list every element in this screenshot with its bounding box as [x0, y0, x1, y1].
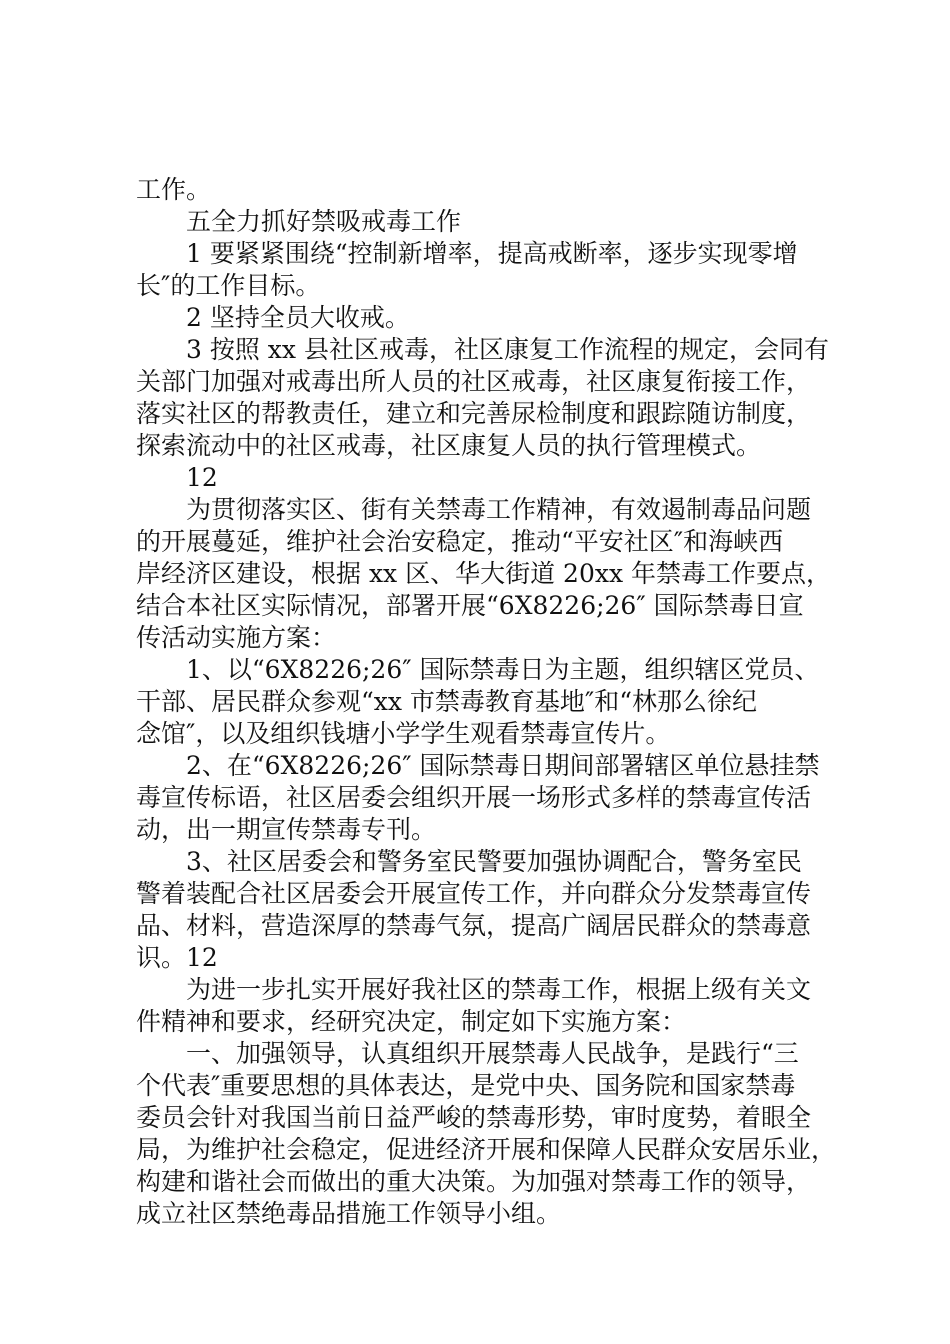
text-line: 委员会针对我国当前日益严峻的禁毒形势，审时度势，着眼全: [136, 1103, 812, 1132]
text-line: 工作。: [136, 175, 212, 204]
section-heading: 五全力抓好禁吸戒毒工作: [186, 207, 462, 236]
text-line: 毒宣传标语，社区居委会组织开展一场形式多样的禁毒宣传活: [136, 783, 812, 812]
text-line: 构建和谐社会而做出的重大决策。为加强对禁毒工作的领导，: [136, 1167, 812, 1196]
text-line: 一、加强领导，认真组织开展禁毒人民战争，是践行“三: [186, 1039, 799, 1068]
text-line: 12: [186, 463, 218, 492]
text-line: 1、以“6X8226;26″ 国际禁毒日为主题，组织辖区党员、: [186, 655, 820, 684]
text-line: 动，出一期宣传禁毒专刊。: [136, 815, 437, 844]
text-line: 念馆″，以及组织钱塘小学学生观看禁毒宣传片。: [136, 719, 671, 748]
text-line: 2 坚持全员大收戒。: [186, 303, 410, 332]
text-line: 为进一步扎实开展好我社区的禁毒工作，根据上级有关文: [186, 975, 812, 1004]
text-line: 岸经济区建设，根据 xx 区、华大街道 20xx 年禁毒工作要点，: [136, 559, 831, 588]
text-line: 识。12: [136, 943, 218, 972]
text-line: 局，为维护社会稳定，促进经济开展和保障人民群众安居乐业，: [136, 1135, 837, 1164]
text-line: 品、材料，营造深厚的禁毒气氛，提高广阔居民群众的禁毒意: [136, 911, 812, 940]
text-line: 探索流动中的社区戒毒，社区康复人员的执行管理模式。: [136, 431, 762, 460]
text-line: 为贯彻落实区、街有关禁毒工作精神，有效遏制毒品问题: [186, 495, 812, 524]
text-line: 干部、居民群众参观“xx 市禁毒教育基地″和“林那么徐纪: [136, 687, 758, 716]
text-line: 3、社区居委会和警务室民警要加强协调配合，警务室民: [186, 847, 802, 876]
text-line: 3 按照 xx 县社区戒毒，社区康复工作流程的规定，会同有: [186, 335, 829, 364]
text-line: 落实社区的帮教责任，建立和完善尿检制度和跟踪随访制度，: [136, 399, 812, 428]
text-line: 长″的工作目标。: [136, 271, 321, 300]
text-line: 成立社区禁绝毒品措施工作领导小组。: [136, 1199, 562, 1228]
text-line: 关部门加强对戒毒出所人员的社区戒毒，社区康复衔接工作，: [136, 367, 812, 396]
text-line: 的开展蔓延，维护社会治安稳定，推动“平安社区″和海峡西: [136, 527, 784, 556]
text-line: 1 要紧紧围绕“控制新增率，提高戒断率，逐步实现零增: [186, 239, 798, 268]
text-line: 件精神和要求，经研究决定，制定如下实施方案：: [136, 1007, 687, 1036]
text-line: 警着装配合社区居委会开展宣传工作，并向群众分发禁毒宣传: [136, 879, 812, 908]
text-line: 2、在“6X8226;26″ 国际禁毒日期间部署辖区单位悬挂禁: [186, 751, 820, 780]
text-line: 个代表″重要思想的具体表达，是党中央、国务院和国家禁毒: [136, 1071, 796, 1100]
document-body: [136, 174, 837, 1230]
text-line: 传活动实施方案：: [136, 623, 337, 652]
text-line: 结合本社区实际情况，部署开展“6X8226;26″ 国际禁毒日宣: [136, 591, 804, 620]
